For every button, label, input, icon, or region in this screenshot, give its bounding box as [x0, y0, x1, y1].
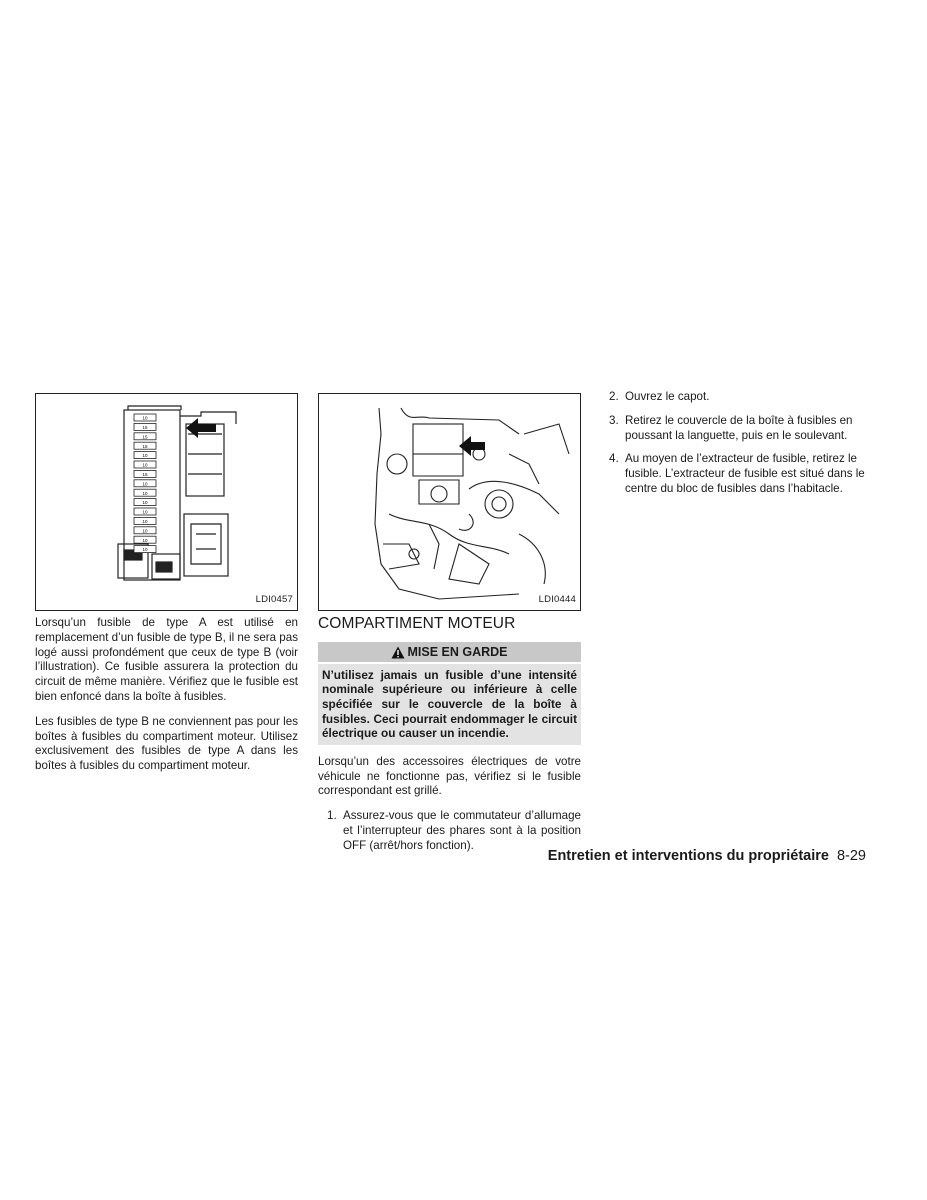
fuse-label: 10: [142, 537, 148, 543]
step-text: Au moyen de l’extracteur de fusible, retirez le fusible. L’extracteur de fusible est situé dans le centre du bloc de fusibles dans l’habitacle.: [625, 452, 865, 495]
fuse-label: 10: [142, 415, 148, 421]
fuse-label: 15: [142, 472, 148, 477]
page-footer: [500, 848, 866, 864]
warning-text: N’utilisez jamais un fusible d’une intensité nominale supérieure ou inférieure à celle spécifiée sur le couvercle de la boîte à fusibles. Ceci pourrait endommager le circuit électrique ou causer un incendie.: [318, 664, 581, 745]
column-left: [35, 393, 298, 774]
warning-title: MISE EN GARDE: [407, 644, 508, 659]
fuse-label: 10: [142, 509, 148, 515]
warning-triangle-icon: [391, 645, 405, 665]
step-text: Ouvrez le capot.: [625, 390, 710, 403]
figure-code: LDI0457: [255, 594, 293, 606]
warning-header: [318, 642, 581, 662]
engine-drawing: [319, 394, 580, 610]
page-number: 8-29: [836, 848, 866, 864]
step-text: Assurez-vous que le commutateur d’allumage et l’interrupteur des phares sont à la position OFF (arrêt/hors fonction).: [343, 809, 581, 852]
fuse-box-drawing: [36, 394, 297, 610]
fuse-label: 15: [142, 425, 148, 430]
column-middle: [318, 393, 581, 863]
section-title: COMPARTIMENT MOTEUR: [318, 615, 516, 632]
fuse-slots: [134, 414, 156, 553]
engine-compartment-illustration: [318, 393, 581, 611]
fuse-box-illustration: [35, 393, 298, 611]
fuse-label: 15: [142, 434, 148, 440]
fuse-label: 10: [142, 453, 148, 459]
paragraph: Les fusibles de type B ne conviennent pas pour les boîtes à fusibles du compartiment moteur. Utilisez exclusivement des fusibles de type A dans les boîtes à fusibles du compartiment moteur.: [35, 714, 298, 773]
fuse-label: 15: [142, 443, 148, 449]
step-number: 2.: [609, 390, 619, 403]
step-list: [600, 390, 866, 497]
column-right: [600, 390, 866, 506]
fuse-label: 10: [142, 519, 148, 524]
step-number: 1.: [327, 809, 337, 823]
step-number: 3.: [609, 413, 619, 427]
list-item: [600, 390, 866, 405]
fuse-label: 10: [142, 462, 148, 468]
figure-code: LDI0444: [538, 594, 576, 606]
chapter-title: Entretien et interventions du propriétaire: [547, 848, 829, 864]
step-number: 4.: [609, 452, 619, 466]
fuse-label: 10: [142, 490, 148, 496]
fuse-label: 10: [142, 500, 148, 506]
list-item: [318, 809, 581, 853]
step-text: Retirez le couvercle de la boîte à fusibles en poussant la languette, puis en le soulevant.: [625, 413, 853, 442]
step-list: [318, 809, 581, 853]
list-item: [600, 452, 866, 496]
paragraph: Lorsqu’un fusible de type A est utilisé en remplacement d’un fusible de type B, il ne sera pas logé aussi profondément que ceux de type B (voir l’illustration). Ce fusible assurera la protection du circuit de même manière. Vérifiez que le fusible est bien enfoncé dans la boîte à fusibles.: [35, 616, 298, 703]
fuse-label: 10: [142, 547, 148, 553]
arrow-icon: [186, 418, 216, 438]
list-item: [600, 414, 866, 444]
fuse-label: 10: [142, 528, 148, 534]
paragraph: Lorsqu’un des accessoires électriques de votre véhicule ne fonctionne pas, vérifiez si le fusible correspondant est grillé.: [318, 754, 581, 798]
fuse-label: 10: [142, 481, 148, 487]
